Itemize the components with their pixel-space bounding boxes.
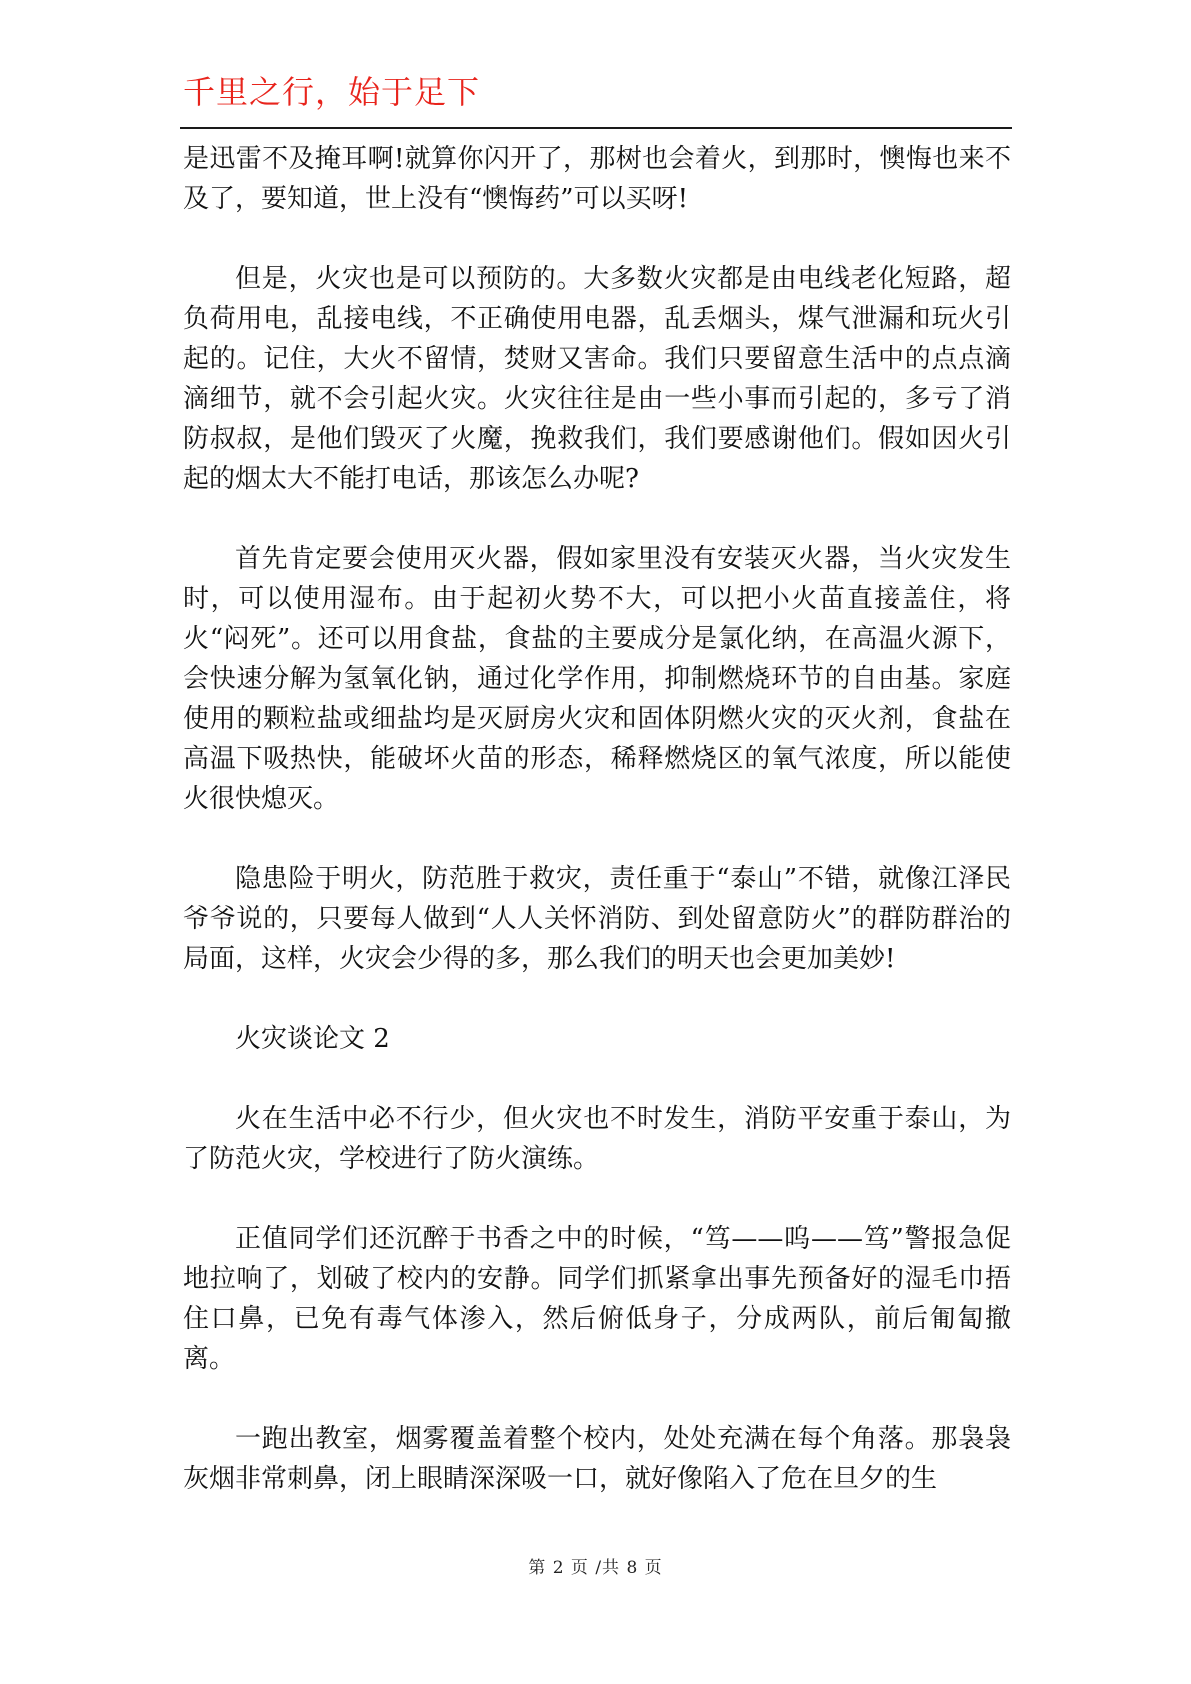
- paragraph: 正值同学们还沉醉于书香之中的时候，“笃——呜——笃”警报急促地拉响了，划破了校内的安静。同学们抓紧拿出事先预备好的湿毛巾捂住口鼻，已免有毒气体渗入，然后俯低身子，分成两队，前后匍匐撤离。: [183, 1224, 1011, 1374]
- section-heading: 火灾谈论文 2: [235, 1024, 390, 1054]
- page-number: 第 2 页 /共 8 页: [528, 1558, 663, 1578]
- paragraph: 一跑出教室，烟雾覆盖着整个校内，处处充满在每个角落。那袅袅灰烟非常刺鼻，闭上眼睛深深吸一口，就好像陷入了危在旦夕的生: [183, 1424, 1011, 1494]
- paragraph: 火在生活中必不行少，但火灾也不时发生，消防平安重于泰山，为了防范火灾，学校进行了防火演练。: [183, 1104, 1011, 1174]
- header-divider: [180, 127, 1012, 129]
- document-body: [183, 139, 1011, 1499]
- paragraph: 是迅雷不及掩耳啊!就算你闪开了，那树也会着火，到那时，懊悔也来不及了，要知道，世上没有“懊悔药”可以买呀!: [183, 144, 1011, 214]
- paragraph: 首先肯定要会使用灭火器，假如家里没有安装灭火器，当火灾发生时，可以使用湿布。由于起初火势不大，可以把小火苗直接盖住，将火“闷死”。还可以用食盐，食盐的主要成分是氯化纳，在高温火源下，会快速分解为氢氧化钠，通过化学作用，抑制燃烧环节的自由基。家庭使用的颗粒盐或细盐均是灭厨房火灾和固体阴燃火灾的灭火剂，食盐在高温下吸热快，能破坏火苗的形态，稀释燃烧区的氧气浓度，所以能使火很快熄灭。: [183, 544, 1011, 814]
- header-title: 千里之行，始于足下: [183, 73, 481, 111]
- paragraph: 隐患险于明火，防范胜于救灾，责任重于“泰山”不错，就像江泽民爷爷说的，只要每人做到“人人关怀消防、到处留意防火”的群防群治的局面，这样，火灾会少得的多，那么我们的明天也会更加美妙!: [183, 864, 1011, 974]
- paragraph: 但是，火灾也是可以预防的。大多数火灾都是由电线老化短路，超负荷用电，乱接电线，不正确使用电器，乱丢烟头，煤气泄漏和玩火引起的。记住，大火不留情，焚财又害命。我们只要留意生活中的点点滴滴细节，就不会引起火灾。火灾往往是由一些小事而引起的，多亏了消防叔叔，是他们毁灭了火魔，挽救我们，我们要感谢他们。假如因火引起的烟太大不能打电话，那该怎么办呢?: [183, 264, 1011, 494]
